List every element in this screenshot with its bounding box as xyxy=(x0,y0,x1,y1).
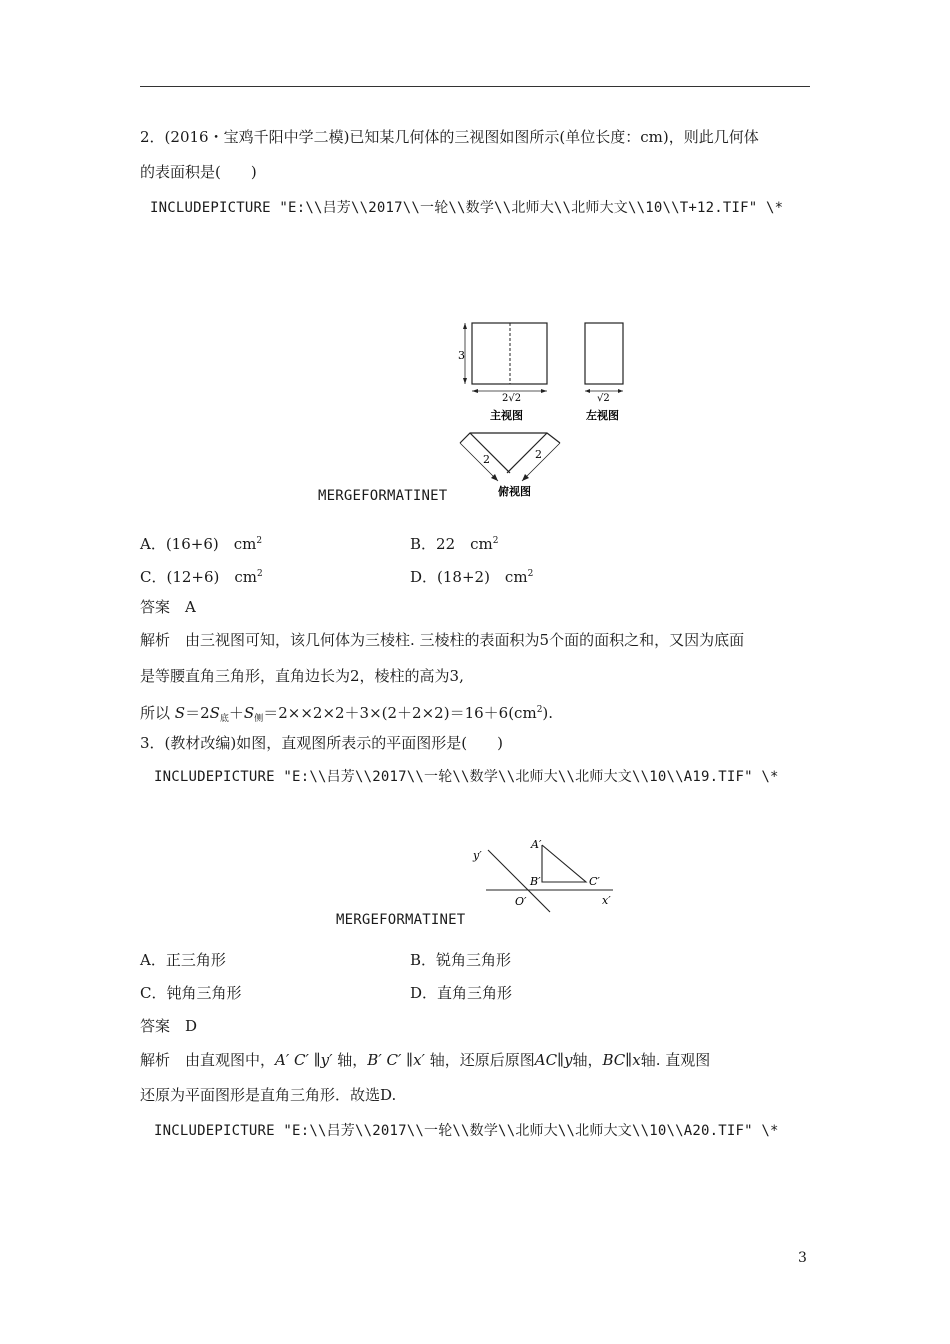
q3-option-c: C．钝角三角形 xyxy=(140,984,242,1002)
q2-option-b: B．22 $cm^2$ xyxy=(410,535,499,553)
q3-option-d: D．直角三角形 xyxy=(410,984,513,1002)
q2-option-d: D．(18+2) $cm^2$ xyxy=(410,568,534,586)
q3-merge-field: MERGEFORMATINET xyxy=(336,912,466,928)
x-axis-label: x′ xyxy=(602,894,611,907)
q2-include-field: INCLUDEPICTURE "E:\\吕芳\\2017\\一轮\\数学\\北师大\\北师大文\\10\\T+12.TIF" \* xyxy=(150,200,784,216)
q2-stem-line2: 的表面积是( ) xyxy=(140,163,257,181)
y-axis-label: y′ xyxy=(473,849,482,862)
q2-analysis-line1: 解析 由三视图可知，该几何体为三棱柱. 三棱柱的表面积为5个面的面积之和，又因为底面 xyxy=(140,631,745,649)
side-width-label: √2 xyxy=(597,393,610,404)
side-view-caption: 左视图 xyxy=(586,409,619,422)
front-height-label: 3 xyxy=(458,349,465,362)
q2-analysis-line2: 是等腰直角三角形，直角边长为2，棱柱的高为3, xyxy=(140,667,464,685)
q3-include-field: INCLUDEPICTURE "E:\\吕芳\\2017\\一轮\\数学\\北师大\\北师大文\\10\\A19.TIF" \* xyxy=(154,769,779,785)
q2-option-c: C．(12+6) $cm^2$ xyxy=(140,568,263,586)
point-c-label: C′ xyxy=(589,875,600,888)
q3-stem: 3．(教材改编)如图，直观图所表示的平面图形是( ) xyxy=(140,734,503,752)
q3-option-a: A．正三角形 xyxy=(140,951,226,969)
oblique-view-figure xyxy=(468,832,628,914)
front-width-label: 2√2 xyxy=(502,393,522,404)
q3-include-field-2: INCLUDEPICTURE "E:\\吕芳\\2017\\一轮\\数学\\北师大\\北师大文\\10\\A20.TIF" \* xyxy=(154,1123,779,1139)
q2-analysis-line3: 所以 $S=2S_底+S_侧=2\times\times 2\times 2+3\times(2+2\times 2)=16+6(cm^2)$. xyxy=(140,704,554,724)
point-a-label: A′ xyxy=(531,838,542,851)
point-b-label: B′ xyxy=(530,875,541,888)
top-view-caption: 俯视图 xyxy=(498,485,531,498)
top-right-label: 2 xyxy=(535,448,542,461)
q2-stem-line1: 2．(2016・宝鸡千阳中学二模)已知某几何体的三视图如图所示(单位长度：cm)，则此几何体 xyxy=(140,128,759,146)
q2-answer: 答案 A xyxy=(140,598,196,616)
top-left-label: 2 xyxy=(483,453,490,466)
q3-analysis-line2: 还原为平面图形是直角三角形．故选D. xyxy=(140,1086,397,1104)
origin-label: O′ xyxy=(515,895,527,908)
q2-option-a: A．(16+6) $cm^2$ xyxy=(140,535,263,553)
q3-option-b: B．锐角三角形 xyxy=(410,951,512,969)
q3-analysis-line1: 解析 由直观图中，A′ C′ ∥y′ 轴，B′ C′ ∥x′ 轴，还原后原图AC∥y轴，BC∥x轴. 直观图 xyxy=(140,1051,711,1069)
front-view-caption: 主视图 xyxy=(490,409,523,422)
q3-answer: 答案 D xyxy=(140,1017,198,1035)
three-view-figure xyxy=(440,315,640,505)
page-number: 3 xyxy=(798,1250,807,1266)
header-rule xyxy=(140,86,810,87)
q2-merge-field: MERGEFORMATINET xyxy=(318,488,448,504)
